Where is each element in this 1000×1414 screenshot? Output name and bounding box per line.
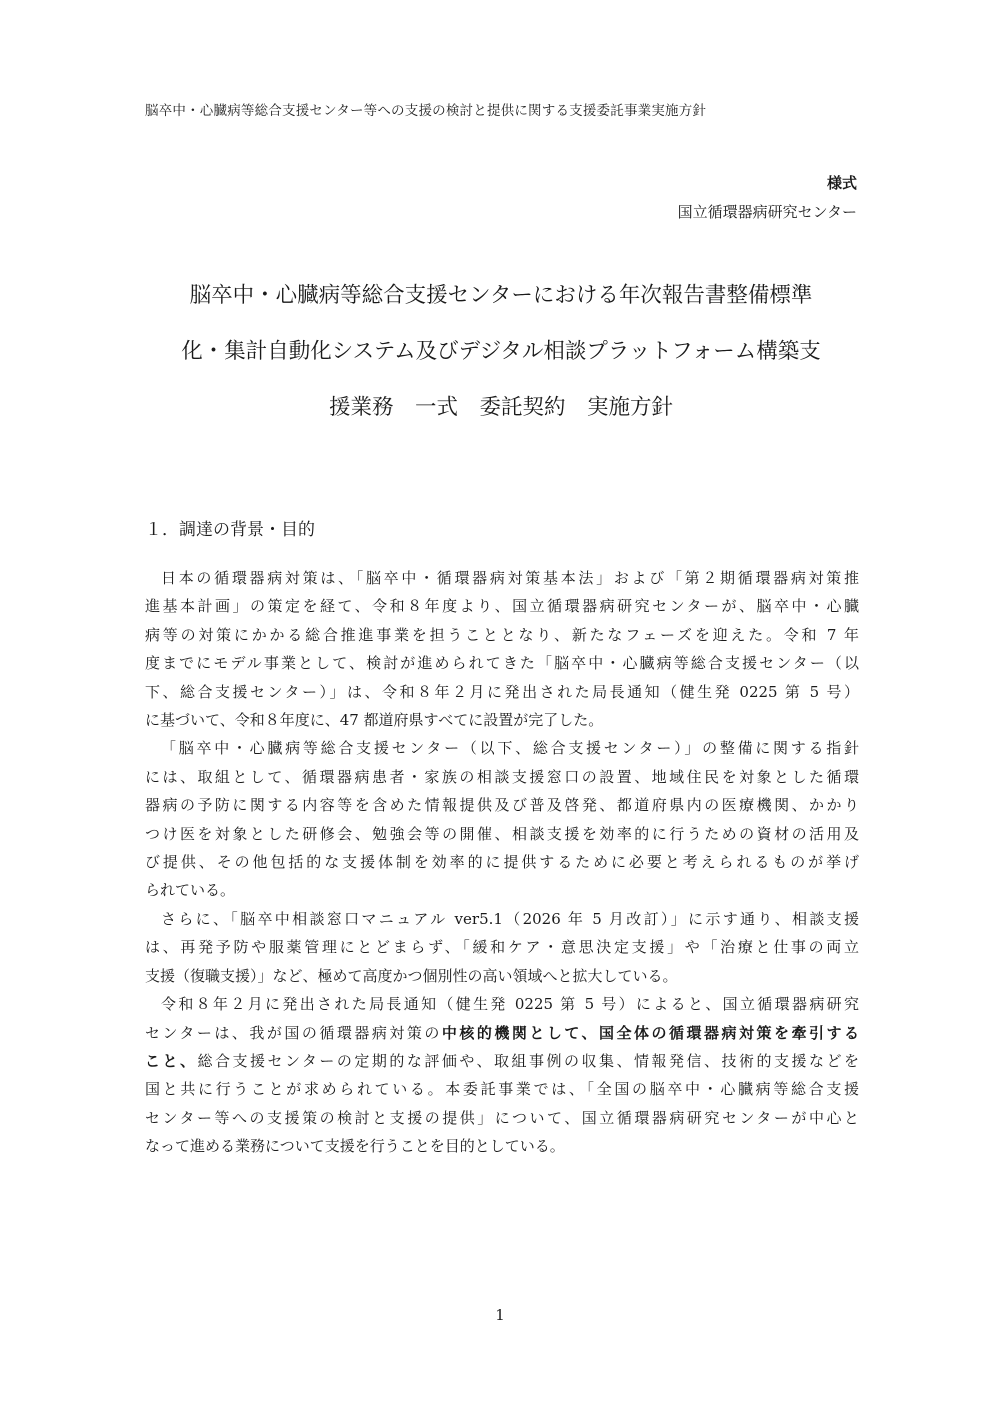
body-line: つけ医を対象とした研修会、勉強会等の開催、相談支援を効率的に行うための資材の活用及 (145, 824, 859, 843)
body-line: なって進める業務について支援を行うことを目的としている。 (145, 1137, 565, 1156)
page-number: 1 (495, 1306, 505, 1324)
body-line: 度までにモデル事業として、検討が進められてきた「脳卒中・心臓病等総合支援センター（以 (145, 654, 859, 673)
running-header: 脳卒中・心臓病等総合支援センター等への支援の検討と提供に関する支援委託事業実施方針 (145, 103, 707, 119)
title-line: 脳卒中・心臓病等総合支援センターにおける年次報告書整備標準 (189, 283, 813, 308)
section-body (145, 564, 859, 1161)
body-line: さらに、「脳卒中相談窓口マニュアル ver5.1（2026 年 5 月改訂）」に示す通り、相談支援 (161, 909, 859, 928)
body-text: 総合支援センターの定期的な評価や、取組事例の収集、情報発信、技術的支援などを (197, 1051, 859, 1070)
document-title (145, 268, 857, 436)
body-line (145, 1047, 859, 1075)
body-line: は、再発予防や服薬管理にとどまらず、「緩和ケア・意思決定支援」や「治療と仕事の両立 (145, 938, 859, 957)
body-line: 病等の対策にかかる総合推進事業を担うこととなり、新たなフェーズを迎えた。令和 7 年 (145, 625, 859, 644)
form-label: 様式 (826, 174, 857, 192)
emphasis-text: こと、 (145, 1051, 198, 1070)
body-text: センターは、我が国の循環器病対策の (145, 1023, 442, 1042)
organization-name: 国立循環器病研究センター (677, 203, 857, 221)
body-line: 器病の予防に関する内容等を含めた情報提供及び普及啓発、都道府県内の医療機関、かかり (145, 796, 859, 815)
body-line: 令和８年２月に発出された局長通知（健生発 0225 第 5 号）によると、国立循環器病研究 (161, 995, 859, 1014)
emphasis-text: 中核的機関として、国全体の循環器病対策を牽引する (441, 1023, 859, 1042)
title-line: 化・集計自動化システム及びデジタル相談プラットフォーム構築支 (181, 339, 821, 364)
body-line (145, 1019, 859, 1047)
body-line: 国と共に行うことが求められている。本委託事業では、「全国の脳卒中・心臓病等総合支援 (145, 1080, 859, 1099)
body-line: 「脳卒中・心臓病等総合支援センター（以下、総合支援センター）」の整備に関する指針 (161, 739, 859, 758)
body-line: 支援（復職支援）」など、極めて高度かつ個別性の高い領域へと拡大している。 (145, 966, 678, 985)
body-line: 日本の循環器病対策は、「脳卒中・循環器病対策基本法」および「第２期循環器病対策推 (161, 569, 859, 587)
body-line: センター等への支援策の検討と支援の提供」について、国立循環器病研究センターが中心と (145, 1108, 859, 1127)
section-heading: １．調達の背景・目的 (145, 520, 315, 540)
body-line: られている。 (145, 881, 236, 900)
body-line: に基づいて、令和８年度に、47 都道府県すべてに設置が完了した。 (145, 711, 604, 730)
body-line: 進基本計画」の策定を経て、令和８年度より、国立循環器病研究センターが、脳卒中・心臓 (145, 597, 859, 616)
body-line: には、取組として、循環器病患者・家族の相談支援窓口の設置、地域住民を対象とした循環 (145, 767, 859, 786)
body-line: 下、総合支援センター）」は、令和８年２月に発出された局長通知（健生発 0225 第 5 号） (145, 682, 859, 701)
title-line: 援業務 一式 委託契約 実施方針 (328, 395, 673, 420)
body-line: び提供、その他包括的な支援体制を効率的に提供するために必要と考えられるものが挙げ (145, 853, 859, 872)
